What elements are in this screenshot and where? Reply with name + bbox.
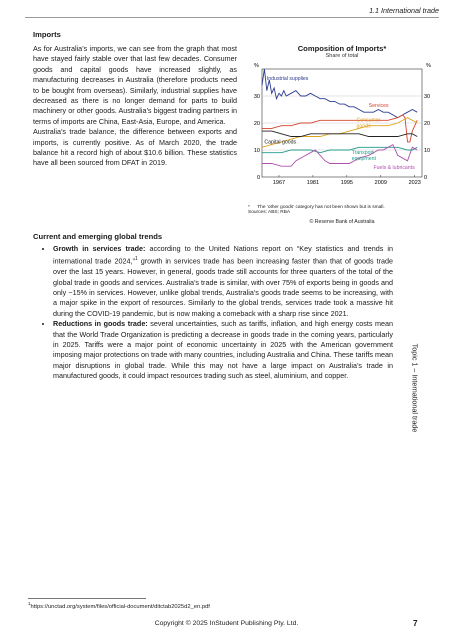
x-tick-1981: 1981 [306, 180, 320, 186]
trend-bullet-services [53, 244, 393, 319]
footnote-marker: 1 [28, 601, 31, 606]
y-tick-left-10: 10 [253, 147, 260, 154]
imports-heading: Imports [33, 30, 61, 39]
y-tick-right-20: 20 [424, 120, 431, 127]
trend-bullet-goods-text: several uncertainties, such as tariffs, inflation, and high energy costs mean that the World Trade Organization is predicting a decrease in goods trade in the coming years, particularly in 2025. Tariffs were a major point of economic uncertainty in 2025 with the American government imposing major protections on trade with many countries, including Australia and China. These tariffs mean major disruptions in global trade. While this may not have a large impact on Australia’s trade in manufactured goods, it could impact resources trading such as steel, aluminium, and copper. [53, 319, 394, 381]
y-tick-left-20: 20 [253, 120, 260, 127]
footnote-url[interactable]: https://unctad.org/system/files/official-document/ditctab2025d2_en.pdf [30, 603, 210, 610]
figure-footnote-marker: * [248, 205, 250, 210]
y-tick-left-30: 30 [253, 93, 260, 100]
footnote-rule [28, 598, 146, 599]
page-number: 7 [413, 619, 418, 628]
y-tick-left-0: 0 [256, 174, 260, 181]
figure-title: Composition of Imports* [297, 44, 387, 53]
series-label-fuels-lubricants: Fuels & lubricants [373, 164, 415, 171]
trend-bullet-goods [53, 319, 393, 381]
figure-subtitle: Share of total [325, 53, 359, 59]
series-label-services: Services [368, 102, 389, 109]
series-label-transport-equipment-1: equipment [351, 156, 376, 163]
y-axis-unit-left: % [254, 63, 259, 69]
series-label-consumer-goods-0: Consumer [356, 117, 381, 124]
x-tick-1967: 1967 [272, 180, 286, 186]
trend-bullet-goods-title: Reductions in goods trade: [53, 319, 148, 329]
imports-paragraph-2: Australia’s trade balance, the difference between exports and imports, is currently positive. As of March 2020, the trade balance hit a record high of about $10.6 billion. These statistics have all been sourced from DFAT in 2019. [33, 127, 237, 168]
copyright-notice: Copyright © 2025 InStudent Publishing Pty. Ltd. [154, 620, 299, 627]
y-tick-right-30: 30 [424, 93, 431, 100]
series-label-capital-goods: Capital goods [264, 139, 297, 146]
trend-bullet-services-text-2: growth in services trade has been increasing faster than that of goods trade over the last 15 years. However, in general, goods trade still accounts for three quarters of the total of the global trade in goods and services. Australia’s trade is similar, with over 75% of exports being in goods and only ~15% in services. However, unlike global trends, Australia’s goods trade seems to be increasing, with a major spike in the export of resources. Similarly to the global trends, services trade took a massive hit during the COVID-19 pandemic, but is now making a comeback with a sharp rise since 2021. [53, 256, 394, 318]
imports-paragraph-1: As for Australia’s imports, we can see from the graph that most have stayed fairly stable over that last few decades. Consumer goods and capital goods have increased slightly, as manufacturing decreases in Australia (therefore products need to be bought from overseas). Similarly, industrial supplies have decreased as there is no longer demand for parts to build machinery or other goods. Australia’s biggest trading partners in terms of imports are China, East-Asia, Europe, and America. [33, 44, 237, 126]
topic-side-tab-label: Topic 1 – International trade [410, 343, 420, 433]
topic-side-tab [406, 268, 424, 508]
imports-text [33, 44, 237, 169]
figure-credit: © Reserve Bank of Australia [309, 219, 375, 225]
figure-sources: Sources: ABS; RBA [248, 210, 291, 215]
x-tick-2009: 2009 [374, 180, 387, 186]
footnote-ref-1[interactable]: 1 [134, 256, 138, 263]
trend-bullet-services-text-1: according to the United Nations report on “Key statistics and trends in international trade 2024,” [53, 244, 393, 266]
y-axis-unit-right: % [426, 63, 431, 69]
running-header: 1.1 International trade [369, 6, 439, 15]
trends-heading: Current and emerging global trends [33, 232, 163, 241]
composition-of-imports-figure [248, 44, 436, 225]
series-label-industrial-supplies: Industrial supplies [266, 75, 309, 82]
y-tick-right-10: 10 [424, 147, 431, 154]
trends-list [41, 244, 393, 382]
imports-line-chart [248, 59, 436, 201]
x-tick-2023: 2023 [408, 180, 421, 186]
x-tick-labels [273, 180, 421, 186]
series-label-consumer-goods-1: goods [356, 123, 371, 130]
y-tick-right-0: 0 [424, 174, 428, 181]
footnote [28, 601, 210, 610]
trend-bullet-services-title: Growth in services trade: [53, 244, 146, 253]
figure-footnote-text: The ‘other goods’ category has not been shown but is small. [257, 205, 385, 210]
series-label-transport-equipment-0: Transport [351, 150, 374, 157]
x-tick-1995: 1995 [340, 180, 353, 186]
header-rule [25, 17, 439, 18]
